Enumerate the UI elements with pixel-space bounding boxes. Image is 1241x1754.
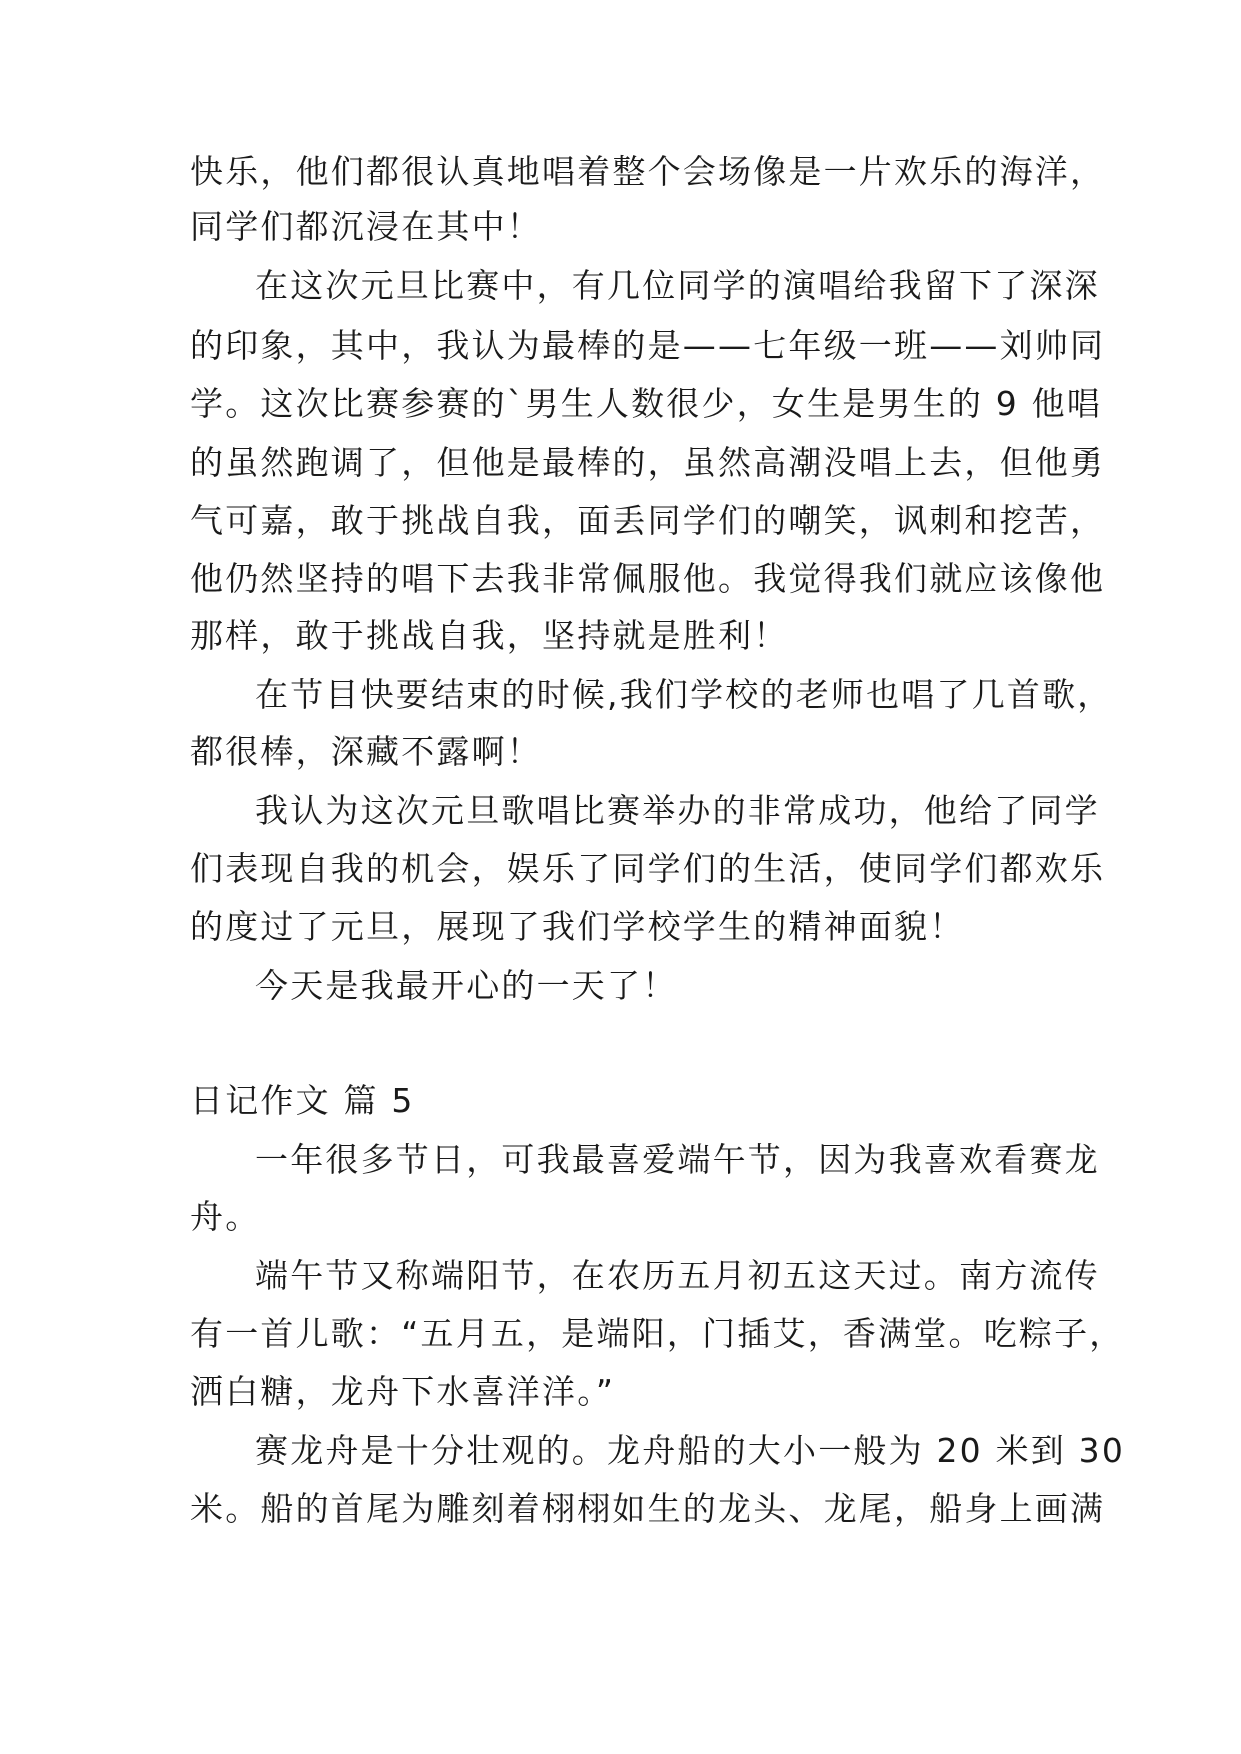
text-line: 的度过了元旦，展现了我们学校学生的精神面貌！ — [190, 907, 965, 946]
text-line: 米。船的首尾为雕刻着栩栩如生的龙头、龙尾，船身上画满 — [190, 1489, 1106, 1528]
text-line: 的虽然跑调了，但他是最棒的，虽然高潮没唱上去，但他勇 — [190, 443, 1106, 482]
text-line: 今天是我最开心的一天了！ — [255, 966, 678, 1005]
text-line: 端午节又称端阳节，在农历五月初五这天过。南方流传 — [255, 1256, 1100, 1295]
text-line: 气可嘉，敢于挑战自我，面丢同学们的嘲笑，讽刺和挖苦， — [190, 501, 1106, 540]
section-heading: 日记作文 篇 5 — [190, 1081, 415, 1120]
text-line: 在这次元旦比赛中，有几位同学的演唱给我留下了深深 — [255, 266, 1100, 305]
text-line: 的印象，其中，我认为最棒的是——七年级一班——刘帅同 — [190, 326, 1106, 365]
text-line: 那样，敢于挑战自我，坚持就是胜利！ — [190, 616, 789, 655]
text-line: 都很棒，深藏不露啊！ — [190, 732, 542, 771]
text-line: 洒白糖，龙舟下水喜洋洋。” — [190, 1372, 616, 1411]
text-line: 快乐，他们都很认真地唱着整个会场像是一片欢乐的海洋， — [190, 152, 1106, 191]
text-line: 一年很多节日，可我最喜爱端午节，因为我喜欢看赛龙 — [255, 1140, 1100, 1179]
text-line: 们表现自我的机会，娱乐了同学们的生活，使同学们都欢乐 — [190, 849, 1106, 888]
text-line: 同学们都沉浸在其中！ — [190, 207, 542, 246]
text-line: 我认为这次元旦歌唱比赛举办的非常成功，他给了同学 — [255, 791, 1100, 830]
text-line: 在节目快要结束的时候,我们学校的老师也唱了几首歌， — [255, 675, 1113, 714]
text-line: 学。这次比赛参赛的`男生人数很少，女生是男生的 9 他唱 — [190, 384, 1103, 423]
text-line: 赛龙舟是十分壮观的。龙舟船的大小一般为 20 米到 30 — [255, 1431, 1126, 1470]
text-line: 舟。 — [190, 1197, 261, 1236]
text-line: 他仍然坚持的唱下去我非常佩服他。我觉得我们就应该像他 — [190, 559, 1106, 598]
text-line: 有一首儿歌：“五月五，是端阳，门插艾，香满堂。吃粽子， — [190, 1314, 1125, 1353]
